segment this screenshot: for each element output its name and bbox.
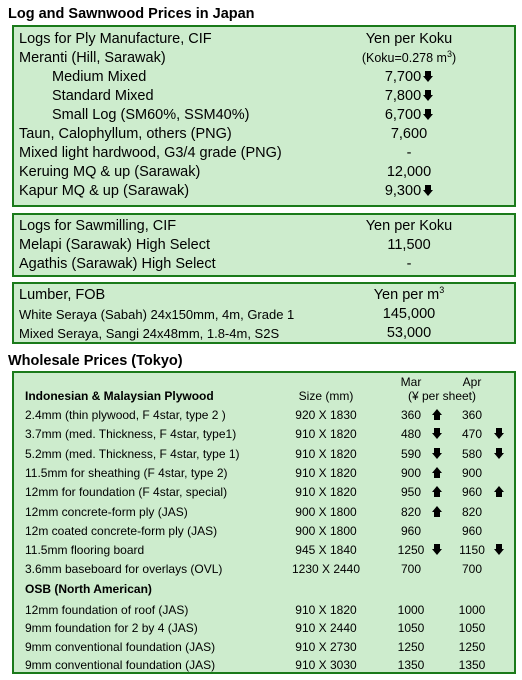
product-size: 910 X 1820 bbox=[295, 446, 357, 461]
price-apr: 1250 bbox=[458, 639, 486, 654]
product-size: 910 X 1820 bbox=[295, 485, 357, 500]
lumber-row-value: 145,000 bbox=[382, 306, 436, 322]
ply-row bbox=[14, 144, 514, 163]
wholesale-header-top bbox=[14, 375, 514, 389]
group-osb-row bbox=[14, 580, 514, 598]
product-size: 910 X 1820 bbox=[295, 465, 357, 480]
lumber-row-value: 53,000 bbox=[386, 325, 432, 341]
product-name: 12mm for foundation (F 4star, special) bbox=[25, 485, 228, 500]
price-apr: 960 bbox=[461, 523, 483, 538]
ply-row bbox=[14, 163, 514, 182]
lumber-row-label: White Seraya (Sabah) 24x150mm, 4m, Grade 1 bbox=[19, 307, 295, 322]
product-size: 920 X 1830 bbox=[295, 408, 357, 422]
price-apr: 960 bbox=[461, 485, 483, 500]
price-apr: 700 bbox=[461, 562, 483, 577]
product-name: 9mm foundation for 2 by 4 (JAS) bbox=[25, 621, 198, 636]
product-size: 910 X 1820 bbox=[295, 603, 357, 617]
price-apr: 360 bbox=[461, 408, 483, 422]
table-row bbox=[14, 601, 514, 619]
col-apr: Apr bbox=[462, 375, 482, 389]
ply-row bbox=[14, 125, 514, 144]
product-size: 910 X 2730 bbox=[295, 639, 357, 654]
product-name: 2.4mm (thin plywood, F 4star, type 2 ) bbox=[25, 408, 226, 422]
saw-row-label: Melapi (Sarawak) High Select bbox=[19, 237, 210, 253]
product-size: 1230 X 2440 bbox=[291, 562, 361, 577]
ply-row-value: 6,700 bbox=[334, 106, 484, 125]
ply-row bbox=[14, 106, 514, 125]
product-name: 9mm conventional foundation (JAS) bbox=[25, 639, 216, 654]
price-apr: 1000 bbox=[458, 603, 486, 617]
ply-row bbox=[14, 87, 514, 106]
ply-row-value: 12,000 bbox=[386, 164, 432, 180]
price-mar: 1250 bbox=[397, 639, 425, 654]
product-name: 5.2mm (med. Thickness, F 4star, type 1) bbox=[25, 446, 240, 461]
price-mar: 960 bbox=[400, 523, 422, 538]
ply-row-value: - bbox=[406, 145, 412, 161]
down-arrow-icon bbox=[423, 90, 433, 101]
col-unit: (¥ per sheet) bbox=[407, 389, 477, 403]
saw-header-label: Logs for Sawmilling, CIF bbox=[19, 218, 177, 234]
product-name: 12mm concrete-form ply (JAS) bbox=[25, 504, 188, 519]
price-apr: 1050 bbox=[458, 621, 486, 636]
price-apr: 470 bbox=[461, 427, 483, 442]
table-row bbox=[14, 406, 514, 424]
down-arrow-icon bbox=[494, 428, 504, 439]
table-row bbox=[14, 483, 514, 501]
product-size: 900 X 1800 bbox=[295, 504, 357, 519]
product-size: 945 X 1840 bbox=[295, 543, 357, 558]
col-size: Size (mm) bbox=[298, 389, 354, 403]
ply-header-row bbox=[14, 30, 514, 49]
section-title-wholesale: Wholesale Prices (Tokyo) bbox=[8, 353, 183, 369]
lumber-row bbox=[14, 305, 514, 324]
table-row bbox=[14, 445, 514, 463]
ply-row-label: Medium Mixed bbox=[52, 69, 147, 85]
lumber-header-unit: Yen per $m^3$ bbox=[373, 285, 445, 303]
koku-note: (Koku=0.278 $m^3$) bbox=[361, 48, 457, 65]
table-row bbox=[14, 541, 514, 559]
up-arrow-icon bbox=[432, 467, 442, 478]
ply-row-label: Kapur MQ & up (Sarawak) bbox=[19, 183, 190, 199]
meranti-row bbox=[14, 49, 514, 68]
ply-row-value: 7,600 bbox=[390, 126, 428, 142]
up-arrow-icon bbox=[494, 486, 504, 497]
saw-row-label: Agathis (Sarawak) High Select bbox=[19, 256, 216, 272]
saw-row-value: - bbox=[406, 256, 412, 272]
lumber-row bbox=[14, 324, 514, 343]
product-size: 910 X 2440 bbox=[295, 621, 357, 636]
table-row bbox=[14, 656, 514, 674]
price-mar: 480 bbox=[400, 427, 422, 442]
ply-header-label: Logs for Ply Manufacture, CIF bbox=[19, 31, 212, 47]
price-mar: 900 bbox=[400, 465, 422, 480]
up-arrow-icon bbox=[432, 409, 442, 420]
ply-row bbox=[14, 68, 514, 87]
saw-row-value: 11,500 bbox=[387, 237, 431, 253]
down-arrow-icon bbox=[432, 544, 442, 555]
product-name: 12mm foundation of roof (JAS) bbox=[25, 603, 189, 617]
ply-logs-box bbox=[12, 25, 516, 207]
price-apr: 820 bbox=[461, 504, 483, 519]
down-arrow-icon bbox=[423, 185, 433, 196]
product-size: 900 X 1800 bbox=[295, 523, 357, 538]
wholesale-table bbox=[12, 371, 516, 674]
down-arrow-icon bbox=[423, 109, 433, 120]
table-row bbox=[14, 425, 514, 443]
price-mar: 360 bbox=[400, 408, 422, 422]
ply-row-label: Mixed light hardwood, G3/4 grade (PNG) bbox=[19, 145, 282, 161]
saw-row bbox=[14, 236, 514, 255]
down-arrow-icon bbox=[494, 448, 504, 459]
ply-row-label: Standard Mixed bbox=[52, 88, 154, 104]
price-mar: 1000 bbox=[397, 603, 425, 617]
section-title-japan-prices: Log and Sawnwood Prices in Japan bbox=[8, 6, 255, 22]
ply-row-value: 7,800 bbox=[334, 87, 484, 106]
ply-row-value: 7,700 bbox=[334, 68, 484, 87]
price-mar: 950 bbox=[400, 485, 422, 500]
down-arrow-icon bbox=[494, 544, 504, 555]
price-mar: 1050 bbox=[397, 621, 425, 636]
wholesale-header-row bbox=[14, 388, 514, 404]
lumber-box bbox=[12, 282, 516, 344]
down-arrow-icon bbox=[423, 71, 433, 82]
sawmilling-logs-box bbox=[12, 213, 516, 277]
price-mar: 1250 bbox=[397, 543, 425, 558]
product-name: 12m coated concrete-form ply (JAS) bbox=[25, 523, 218, 538]
saw-row bbox=[14, 255, 514, 274]
product-name: 11.5mm flooring board bbox=[25, 543, 145, 558]
ply-row-label: Taun, Calophyllum, others (PNG) bbox=[19, 126, 232, 142]
price-mar: 820 bbox=[400, 504, 422, 519]
lumber-header-label: Lumber, FOB bbox=[19, 287, 106, 303]
down-arrow-icon bbox=[432, 428, 442, 439]
product-size: 910 X 3030 bbox=[295, 658, 357, 673]
product-name: 3.7mm (med. Thickness, F 4star, type1) bbox=[25, 427, 237, 442]
product-name: 9mm conventional foundation (JAS) bbox=[25, 658, 216, 673]
product-size: 910 X 1820 bbox=[295, 427, 357, 442]
price-mar: 1350 bbox=[397, 658, 425, 673]
meranti-label: Meranti (Hill, Sarawak) bbox=[19, 50, 166, 66]
saw-header-unit: Yen per Koku bbox=[365, 218, 453, 234]
table-row bbox=[14, 503, 514, 521]
saw-header-row bbox=[14, 217, 514, 236]
down-arrow-icon bbox=[432, 448, 442, 459]
price-mar: 590 bbox=[400, 446, 422, 461]
lumber-row-label: Mixed Seraya, Sangi 24x48mm, 1.8-4m, S2S bbox=[19, 326, 280, 341]
table-row bbox=[14, 522, 514, 540]
table-row bbox=[14, 560, 514, 578]
up-arrow-icon bbox=[432, 506, 442, 517]
price-apr: 900 bbox=[461, 465, 483, 480]
ply-row bbox=[14, 182, 514, 201]
table-row bbox=[14, 464, 514, 482]
product-name: 3.6mm baseboard for overlays (OVL) bbox=[25, 562, 223, 577]
table-row bbox=[14, 619, 514, 637]
group-indonesian-malaysian: Indonesian & Malaysian Plywood bbox=[25, 389, 214, 403]
ply-header-unit: Yen per Koku bbox=[365, 31, 453, 47]
col-mar: Mar bbox=[400, 375, 422, 389]
lumber-header-row bbox=[14, 286, 514, 305]
table-row bbox=[14, 638, 514, 656]
price-apr: 580 bbox=[461, 446, 483, 461]
product-name: 11.5mm for sheathing (F 4star, type 2) bbox=[25, 465, 228, 480]
price-apr: 1350 bbox=[458, 658, 486, 673]
group-osb: OSB (North American) bbox=[25, 582, 152, 596]
price-apr: 1150 bbox=[459, 543, 485, 558]
ply-row-label: Small Log (SM60%, SSM40%) bbox=[52, 107, 250, 123]
ply-row-label: Keruing MQ & up (Sarawak) bbox=[19, 164, 201, 180]
ply-row-value: 9,300 bbox=[334, 182, 484, 201]
price-mar: 700 bbox=[400, 562, 422, 577]
up-arrow-icon bbox=[432, 486, 442, 497]
